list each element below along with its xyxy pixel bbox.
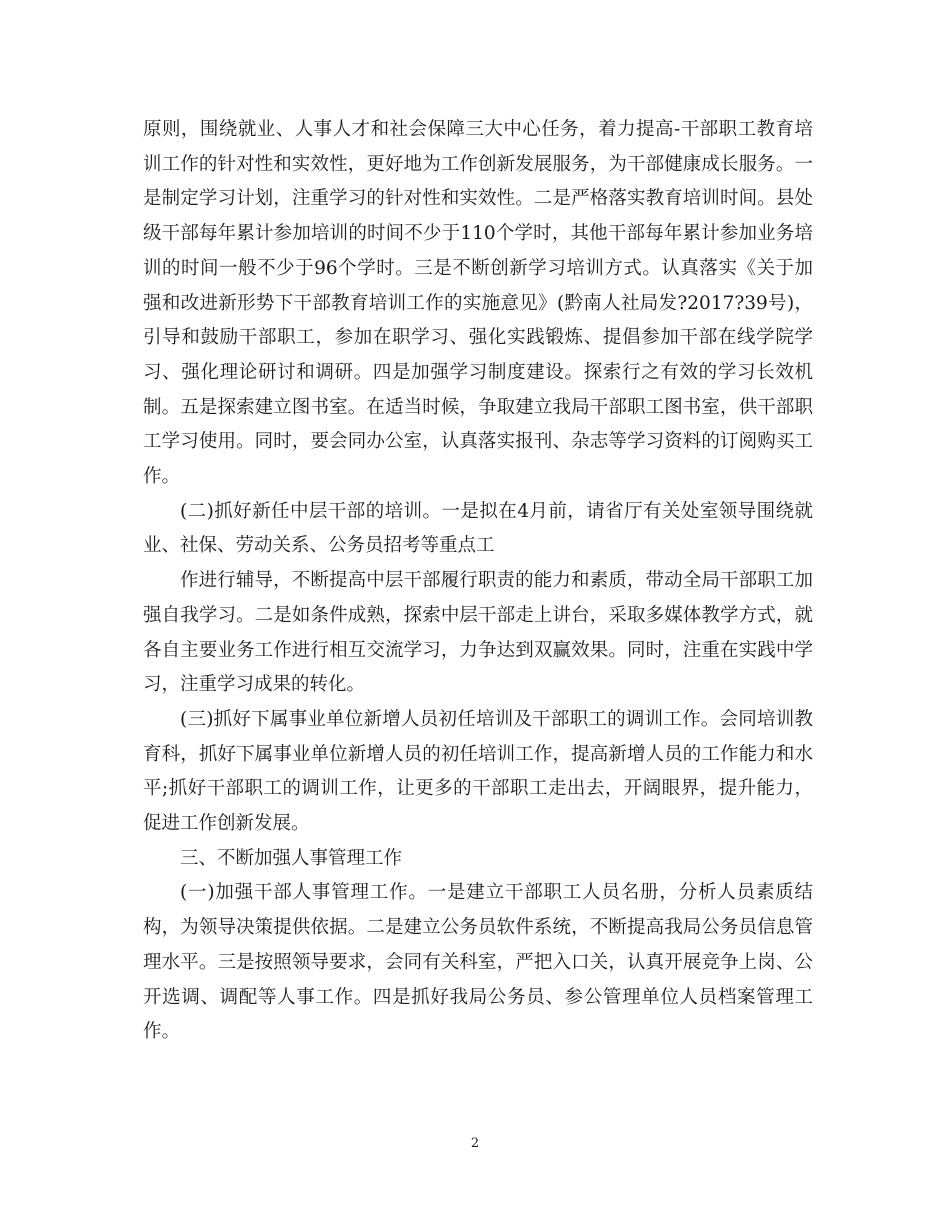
document-body [143, 113, 813, 1050]
paragraph-middle-cadre-training-cont: 作进行辅导，不断提高中层干部履行职责的能力和素质，带动全局干部职工加强自我学习。二是如条件成熟，探索中层干部走上讲台，采取多媒体教学方式，就各自主要业务工作进行相互交流学习，力争达到双赢效果。同时，注重在实践中学习，注重学习成果的转化。 [143, 570, 813, 696]
paragraph-personnel-management: (一)加强干部人事管理工作。一是建立干部职工人员名册，分析人员素质结构，为领导决策提供依据。二是建立公务员软件系统，不断提高我局公务员信息管理水平。三是按照领导要求，会同有关科室，严把入口关，认真开展竞争上岗、公开选调、调配等人事工作。四是抓好我局公务员、参公管理单位人员档案管理工作。 [143, 882, 813, 1043]
paragraph-new-staff-training: (三)抓好下属事业单位新增人员初任培训及干部职工的调训工作。会同培训教育科，抓好下属事业单位新增人员的初任培训工作，提高新增人员的工作能力和水平;抓好干部职工的调训工作，让更多的干部职工走出去，开阔眼界，提升能力，促进工作创新发展。 [143, 708, 813, 835]
paragraph-training-principles: 原则，围绕就业、人事人才和社会保障三大中心任务，着力提高-干部职工教育培训工作的针对性和实效性，更好地为工作创新发展服务，为干部健康成长服务。一是制定学习计划，注重学习的针对性和实效性。二是严格落实教育培训时间。县处级干部每年累计参加培训的时间不少于110个学时，其他干部每年累计参加业务培训的时间一般不少于96个学时。三是不断创新学习培训方式。认真落实《关于加强和改进新形势下干部教育培训工作的实施意见》(黔南人社局发?2017?39号)，引导和鼓励干部职工，参加在职学习、强化实践锻炼、提倡参加干部在线学院学习、强化理论研讨和调研。四是加强学习制度建设。探索行之有效的学习长效机制。五是探索建立图书室。在适当时候，争取建立我局干部职工图书室，供干部职工学习使用。同时，要会同办公室，认真落实报刊、杂志等学习资料的订阅购买工作。 [143, 119, 813, 488]
section-heading-personnel-management: 三、不断加强人事管理工作 [180, 847, 403, 869]
page-number: 2 [470, 1136, 480, 1151]
paragraph-middle-cadre-training: (二)抓好新任中层干部的培训。一是拟在4月前，请省厅有关处室领导围绕就业、社保、劳动关系、公务员招考等重点工 [143, 500, 813, 557]
